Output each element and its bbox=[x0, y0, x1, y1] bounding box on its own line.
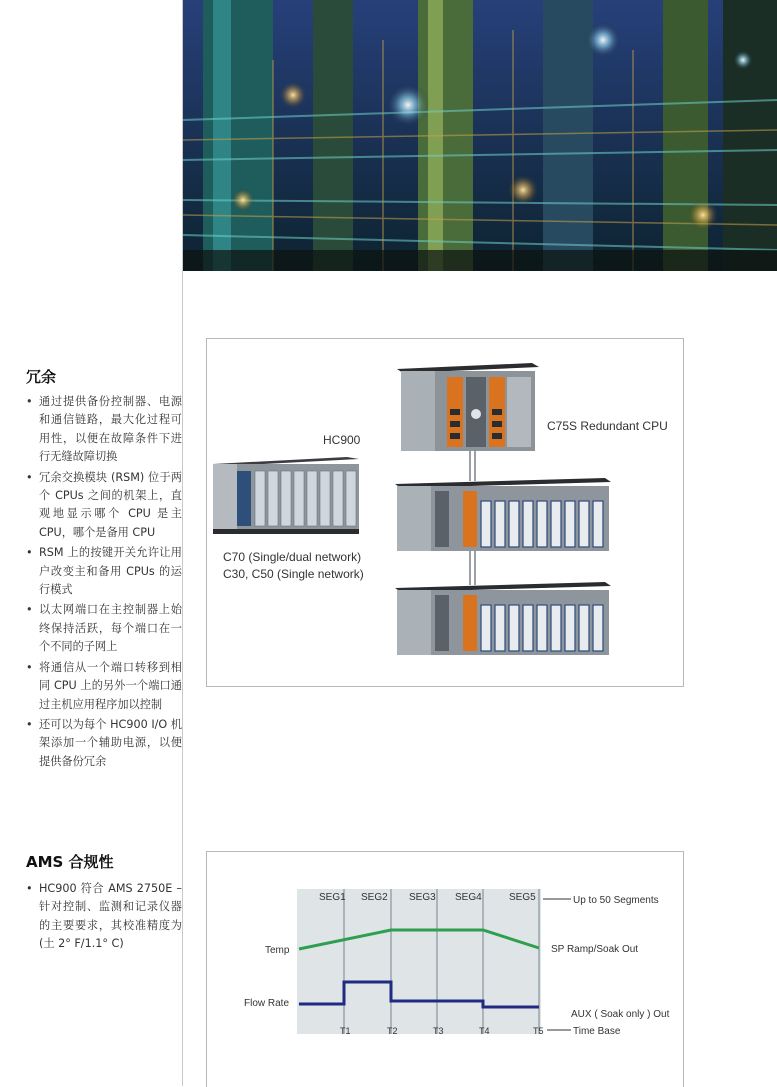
hc900-hardware-figure bbox=[206, 338, 684, 687]
list-item: • 冗余交换模块 (RSM) 位于两个 CPUs 之间的机架上，直观地显示哪个 CPU 是主 CPU，哪个是备用 CPU bbox=[26, 469, 182, 543]
io-rack-1 bbox=[395, 478, 611, 551]
time-base-callout: Time Base bbox=[573, 1026, 621, 1037]
list-item: • HC900 符合 AMS 2750E – 针对控制、监测和记录仪器的主要要求，其校准精度为 (土 2° F/1.1° C) bbox=[26, 880, 182, 954]
c30-label: C30, C50 (Single network) bbox=[223, 567, 364, 581]
time-label: T5 bbox=[533, 1026, 544, 1036]
hc900-rack-small bbox=[213, 457, 359, 534]
list-item: • 通过提供备份控制器、电源和通信链路，最大化过程可用性，以便在故障条件下进行无缝故障切换 bbox=[26, 393, 182, 467]
seg-label: SEG3 bbox=[409, 892, 436, 903]
time-label: T2 bbox=[387, 1026, 398, 1036]
hc900-label: HC900 bbox=[323, 433, 361, 447]
ramp-soak-figure bbox=[206, 851, 684, 1087]
sp-ramp-callout: SP Ramp/Soak Out bbox=[551, 944, 639, 955]
c70-label: C70 (Single/dual network) bbox=[223, 550, 362, 564]
refinery-photo bbox=[183, 0, 777, 271]
seg-label: SEG1 bbox=[319, 892, 346, 903]
list-item: • 以太网端口在主控制器上始终保持活跃，每个端口在一个不同的子网上 bbox=[26, 601, 182, 656]
time-label: T4 bbox=[479, 1026, 490, 1036]
ams-bullets bbox=[26, 880, 182, 956]
flow-rate-label: Flow Rate bbox=[244, 998, 290, 1009]
seg-label: SEG4 bbox=[455, 892, 482, 903]
list-item: • RSM 上的按键开关允许让用户改变主和备用 CPUs 的运行模式 bbox=[26, 544, 182, 599]
redundancy-bullets bbox=[26, 393, 182, 773]
segments-callout: Up to 50 Segments bbox=[573, 895, 659, 906]
time-label: T1 bbox=[340, 1026, 351, 1036]
seg-label: SEG2 bbox=[361, 892, 388, 903]
temp-label: Temp bbox=[265, 945, 290, 956]
ams-title: AMS 合规性 bbox=[26, 853, 114, 871]
aux-callout: AUX ( Soak only ) Out bbox=[571, 1009, 670, 1020]
io-rack-2 bbox=[395, 582, 611, 655]
list-item: • 还可以为每个 HC900 I/O 机架添加一个辅助电源，以便提供备份冗余 bbox=[26, 716, 182, 771]
c75s-cpu-rack bbox=[397, 363, 539, 451]
list-item: • 将通信从一个端口转移到相同 CPU 上的另外一个端口通过主机应用程序加以控制 bbox=[26, 659, 182, 714]
chart-panel bbox=[297, 889, 541, 1034]
c75s-label: C75S Redundant CPU bbox=[547, 419, 668, 433]
redundancy-title: 冗余 bbox=[26, 368, 57, 386]
seg-label: SEG5 bbox=[509, 892, 536, 903]
time-label: T3 bbox=[433, 1026, 444, 1036]
